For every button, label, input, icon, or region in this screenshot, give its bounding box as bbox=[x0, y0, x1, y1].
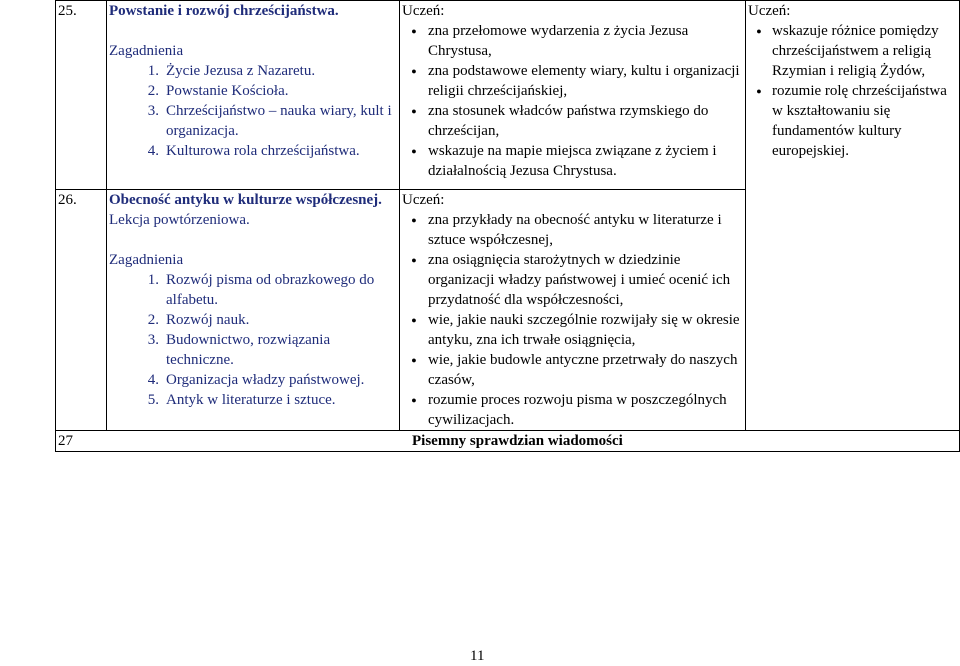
issues-label: Zagadnienia bbox=[109, 252, 184, 268]
basic-requirements-list bbox=[400, 210, 745, 430]
row-number: 27 bbox=[58, 433, 73, 449]
list-item: ● wskazuje różnice pomiędzy chrześcijaństwem a religią Rzymian i religią Żydów, bbox=[746, 21, 959, 81]
bullet-icon: ● bbox=[411, 355, 417, 365]
list-item: 1. Życie Jezusa z Nazaretu. bbox=[147, 63, 316, 79]
list-item: ● rozumie proces rozwoju pisma w poszczególnych cywilizacjach. bbox=[400, 390, 745, 430]
basic-requirements-list bbox=[400, 21, 745, 181]
topic-cell bbox=[107, 190, 400, 431]
curriculum-table bbox=[55, 0, 960, 452]
basic-requirements-cell bbox=[400, 1, 746, 190]
lesson-type: Lekcja powtórzeniowa. bbox=[109, 212, 250, 228]
basic-requirements-cell bbox=[400, 190, 746, 431]
list-item: ● wie, jakie budowle antyczne przetrwały do naszych czasów, bbox=[400, 350, 745, 390]
list-item: ● rozumie rolę chrześcijaństwa w kształtowaniu się fundamentów kultury europejskiej. bbox=[746, 81, 959, 161]
page-number: 11 bbox=[470, 648, 485, 664]
list-item: 2. Rozwój nauk. bbox=[147, 312, 250, 328]
summary-text: Pisemny sprawdzian wiadomości bbox=[412, 433, 623, 449]
list-item: ● zna przykłady na obecność antyku w literaturze i sztuce współczesnej, bbox=[400, 210, 745, 250]
bullet-icon: ● bbox=[411, 106, 417, 116]
row-number-cell bbox=[56, 190, 107, 431]
list-item: 4. Organizacja władzy państwowej. bbox=[147, 372, 365, 388]
bullet-icon: ● bbox=[411, 255, 417, 265]
bullet-icon: ● bbox=[411, 26, 417, 36]
bullet-icon: ● bbox=[411, 66, 417, 76]
list-item: ● zna stosunek władców państwa rzymskiego do chrześcijan, bbox=[400, 101, 745, 141]
list-item: ● zna przełomowe wydarzenia z życia Jezusa Chrystusa, bbox=[400, 21, 745, 61]
list-item: ● zna osiągnięcia starożytnych w dziedzinie organizacji władzy państwowej i umieć ocenić ich przydatność dla współczesności, bbox=[400, 250, 745, 310]
summary-cell bbox=[56, 431, 746, 452]
issues-label: Zagadnienia bbox=[109, 43, 184, 59]
topic-cell bbox=[107, 1, 400, 190]
list-item: 3. Budownictwo, rozwiązania techniczne. bbox=[147, 332, 331, 368]
bullet-icon: ● bbox=[756, 86, 762, 96]
issues-list bbox=[109, 270, 399, 410]
list-item: ● wskazuje na mapie miejsca związane z życiem i działalnością Jezusa Chrystusa. bbox=[400, 141, 745, 181]
table-row bbox=[56, 1, 960, 190]
list-item: ● wie, jakie nauki szczególnie rozwijały się w okresie antyku, zna ich trwałe osiągnięcia, bbox=[400, 310, 745, 350]
row-number-cell bbox=[56, 1, 107, 190]
bullet-icon: ● bbox=[411, 146, 417, 156]
topic-title: Obecność antyku w kulturze współczesnej. bbox=[109, 192, 382, 208]
bullet-icon: ● bbox=[411, 215, 417, 225]
list-item: ● zna podstawowe elementy wiary, kultu i organizacji religii chrześcijańskiej, bbox=[400, 61, 745, 101]
row-number: 26. bbox=[58, 192, 77, 208]
list-item: 2. Powstanie Kościoła. bbox=[147, 83, 289, 99]
table-row bbox=[56, 431, 960, 452]
empty-cell bbox=[746, 431, 960, 452]
bullet-icon: ● bbox=[756, 26, 762, 36]
student-label: Uczeń: bbox=[748, 3, 791, 19]
extended-requirements-list bbox=[746, 21, 959, 161]
topic-title: Powstanie i rozwój chrześcijaństwa. bbox=[109, 3, 339, 19]
student-label: Uczeń: bbox=[402, 192, 445, 208]
row-number: 25. bbox=[58, 3, 77, 19]
extended-requirements-cell bbox=[746, 1, 960, 431]
list-item: 5. Antyk w literaturze i sztuce. bbox=[147, 392, 336, 408]
list-item: 4. Kulturowa rola chrześcijaństwa. bbox=[147, 143, 360, 159]
bullet-icon: ● bbox=[411, 395, 417, 405]
student-label: Uczeń: bbox=[402, 3, 445, 19]
list-item: 1. Rozwój pisma od obrazkowego do alfabetu. bbox=[147, 272, 375, 308]
issues-list bbox=[109, 61, 399, 161]
list-item: 3. Chrześcijaństwo – nauka wiary, kult i organizacja. bbox=[147, 103, 392, 139]
bullet-icon: ● bbox=[411, 315, 417, 325]
